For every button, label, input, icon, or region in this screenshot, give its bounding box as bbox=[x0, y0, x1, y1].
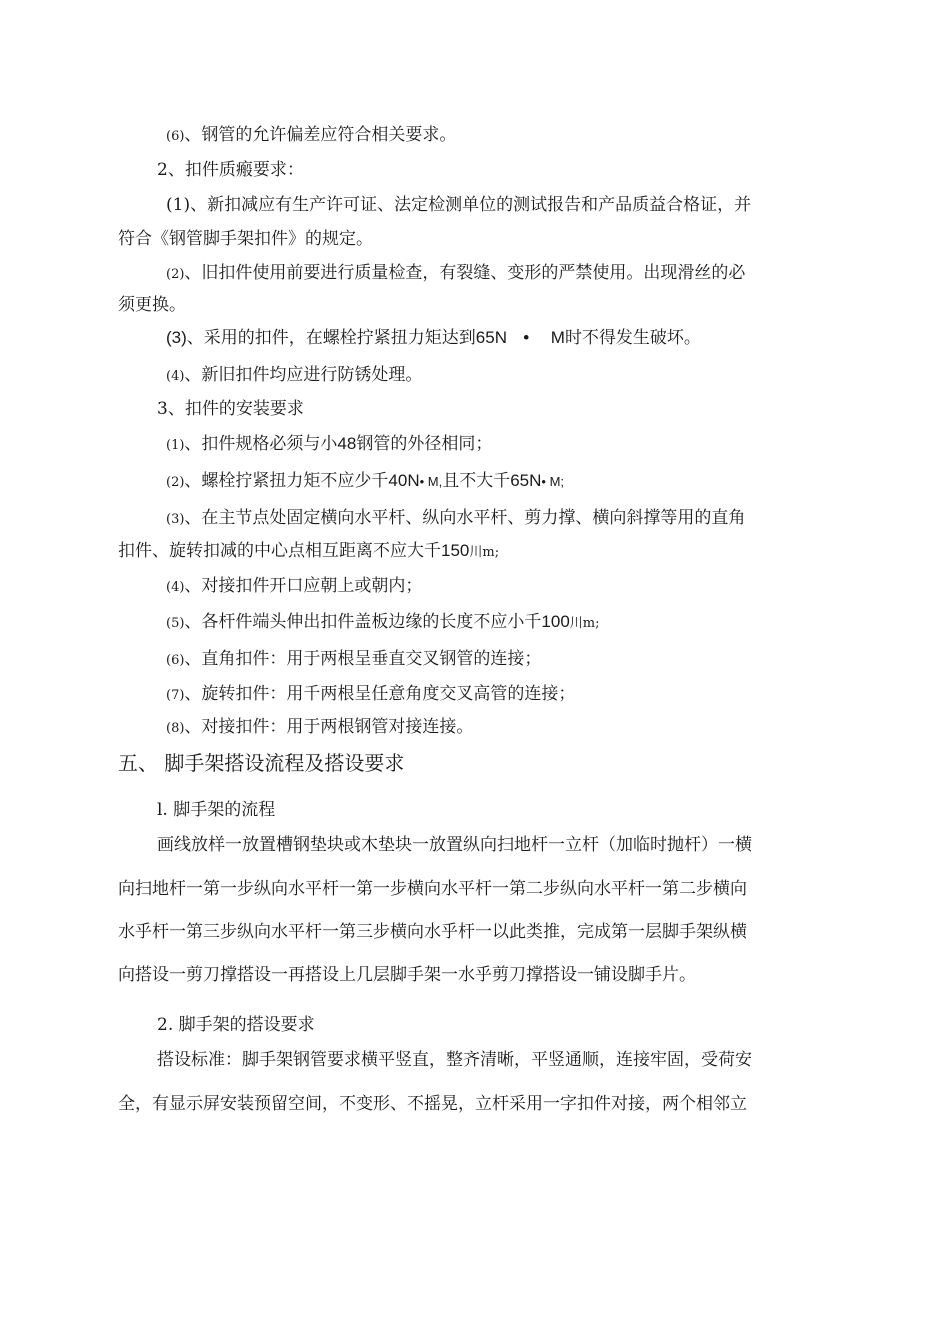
item-old-fastener-line1 bbox=[166, 262, 745, 286]
item-text: 、对接扣件：用于两根钢管对接连接。 bbox=[184, 717, 474, 737]
item-text: 且不大千 bbox=[442, 471, 511, 491]
distance-unit: 川m; bbox=[469, 545, 500, 560]
item-text: 钢管的外径相同； bbox=[356, 434, 493, 454]
item-new-fastener-line1 bbox=[166, 194, 751, 216]
unit-dot: • bbox=[523, 328, 530, 347]
item-text: 、旋转扣件：用千两根呈任意角度交叉高管的连接； bbox=[184, 684, 576, 704]
item-new-fastener-line2: 符合《钢管脚手架扣件》的规定。 bbox=[118, 229, 373, 249]
item-node-distance-line1 bbox=[166, 507, 745, 531]
process-paragraph-line: 画线放样一放置槽钢垫块或木垫块一放置纵向扫地杆一立杆（加临时抛杆）一横 bbox=[157, 835, 752, 855]
item-number: (1) bbox=[166, 195, 191, 215]
item-end-extension bbox=[166, 611, 600, 635]
item-text: 、各杆件端头伸出扣件盖板边缘的长度不应小千 bbox=[184, 612, 542, 632]
item-text: 、扣件规格必须与小 bbox=[184, 434, 338, 454]
diameter-value: 48 bbox=[337, 434, 357, 453]
item-text: 时不得发生破坏。 bbox=[564, 328, 701, 348]
torque-unit: • M; bbox=[541, 474, 565, 489]
torque-value: 65N bbox=[475, 328, 507, 347]
requirements-paragraph-line: 搭设标准：脚手架钢管要求横平竖直，整齐清晰，平竖通顺，连接牢固，受荷安 bbox=[157, 1050, 752, 1070]
item-number: (6) bbox=[166, 129, 185, 144]
item-number: (8) bbox=[166, 721, 185, 736]
torque-min-value: 40N bbox=[388, 471, 420, 490]
item-number: (1) bbox=[166, 438, 185, 453]
section-title-scaffold-process: 五、 脚手架搭设流程及搭设要求 bbox=[118, 751, 405, 775]
item-text: 、直角扣件：用于两根呈垂直交叉钢管的连接； bbox=[184, 649, 542, 669]
item-number: (3) bbox=[166, 512, 185, 527]
item-rust-proof bbox=[166, 364, 422, 388]
subsection-title-requirements: 2. 脚手架的搭设要求 bbox=[157, 1015, 315, 1035]
item-pipe-tolerance bbox=[166, 124, 456, 148]
length-unit: 川m; bbox=[569, 616, 600, 631]
process-paragraph-line: 向扫地杆一第一步纵向水平杆一第一步横向水平杆一第二步纵向水平杆一第二步横向 bbox=[118, 879, 747, 899]
item-text: 扣件、旋转扣减的中心点相互距离不应大千 bbox=[118, 541, 441, 561]
item-number: (3) bbox=[166, 328, 187, 347]
item-text: 、钢管的允许偏差应符合相关要求。 bbox=[184, 125, 457, 145]
item-number: (7) bbox=[166, 688, 185, 703]
unit-m: M bbox=[550, 328, 565, 347]
section-title-fastener-quality: 2、扣件质瘢要求： bbox=[157, 160, 304, 180]
item-node-distance-line2 bbox=[118, 540, 499, 564]
section-title-fastener-install: 3、扣件的安装要求 bbox=[157, 399, 304, 419]
torque-max-value: 65N bbox=[510, 471, 542, 490]
item-text: 、旧扣件使用前要进行质量检查，有裂缝、变形的严禁使用。出现滑丝的必 bbox=[184, 263, 746, 283]
item-text: 、新扣减应有生产许可证、法定检测单位的测试报告和产品质益合格证，并 bbox=[190, 195, 752, 215]
distance-value: 150 bbox=[441, 541, 470, 560]
item-number: (4) bbox=[166, 369, 185, 384]
item-text: 、采用的扣件，在螺栓拧紧扭力矩达到 bbox=[186, 328, 476, 348]
process-paragraph-line: 向搭设一剪刀撑搭设一再搭设上几层脚手架一水乎剪刀撑搭设一铺设脚手片。 bbox=[118, 965, 696, 985]
item-number: (2) bbox=[166, 267, 185, 282]
length-value: 100 bbox=[541, 612, 570, 631]
item-butt-opening bbox=[166, 575, 422, 599]
item-number: (2) bbox=[166, 475, 185, 490]
process-paragraph-line: 水乎杆一第三步纵向水平杆一第三步横向水乎杆一以此类推，完成第一层脚手架纵横 bbox=[118, 922, 747, 942]
item-swivel-fastener bbox=[166, 683, 575, 707]
item-text: 、新旧扣件均应进行防锈处理。 bbox=[184, 365, 423, 385]
item-spec-match bbox=[166, 433, 492, 457]
item-butt-fastener bbox=[166, 716, 473, 740]
item-text: 、螺栓拧紧扭力矩不应少千 bbox=[184, 471, 389, 491]
item-number: (4) bbox=[166, 580, 185, 595]
torque-unit: • M, bbox=[419, 474, 443, 489]
item-text: 、对接扣件开口应朝上或朝内； bbox=[184, 576, 423, 596]
item-bolt-torque bbox=[166, 470, 564, 494]
subsection-title-process: l. 脚手架的流程 bbox=[157, 800, 276, 820]
item-number: (6) bbox=[166, 653, 185, 668]
requirements-paragraph-line: 全，有显示屏安装预留空间，不变形、不摇晃，立杆采用一字扣件对接，两个相邻立 bbox=[118, 1094, 747, 1114]
item-old-fastener-line2: 须更换。 bbox=[118, 295, 186, 315]
item-number: (5) bbox=[166, 616, 185, 631]
item-right-angle-fastener bbox=[166, 648, 541, 672]
item-torque-test bbox=[166, 327, 701, 349]
item-text: 、在主节点处固定横向水平杆、纵向水平杆、剪力撑、横向斜撑等用的直角 bbox=[184, 508, 746, 528]
